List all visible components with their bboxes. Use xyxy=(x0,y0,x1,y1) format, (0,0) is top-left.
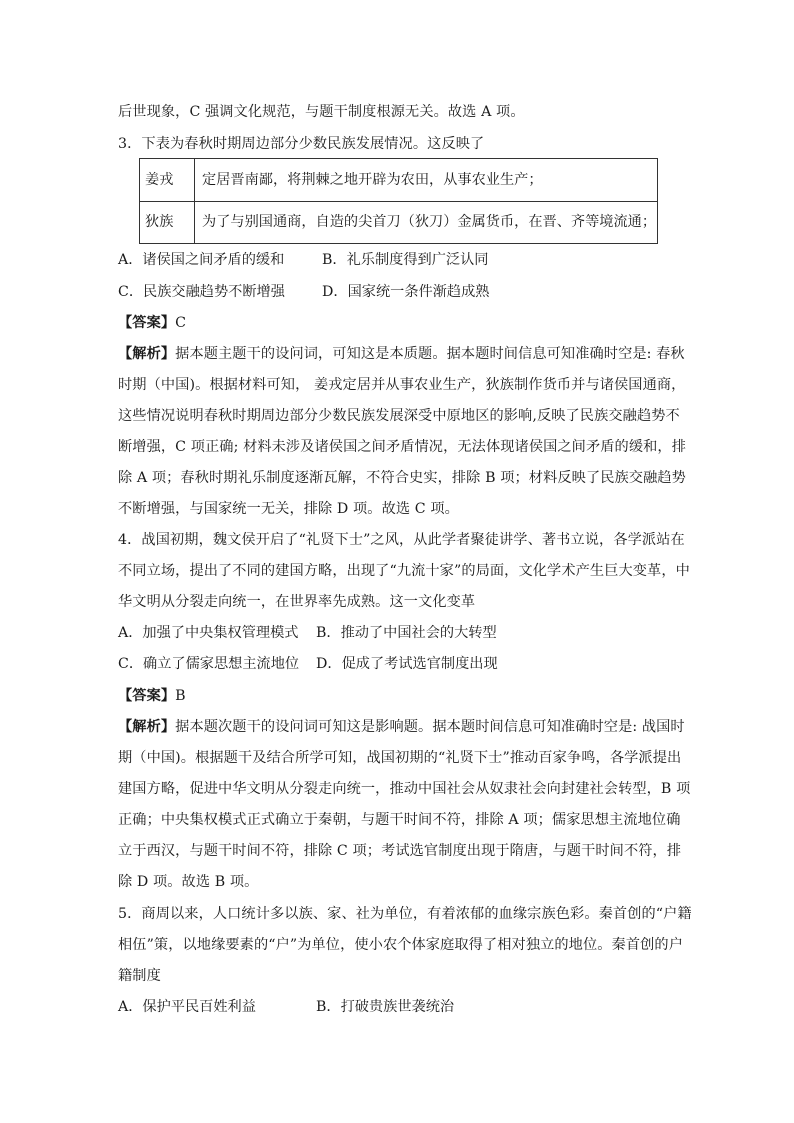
explanation-line: 建国方略，促进中华文明从分裂走向统一，推动中国社会从奴隶社会向封建社会转型，B 项 xyxy=(118,781,691,797)
ethnic-groups-table xyxy=(139,158,658,244)
answer-label: 【答案】 xyxy=(118,315,176,331)
option-c: C．民族交融趋势不断增强 xyxy=(118,284,285,300)
table-cell-name: 狄族 xyxy=(145,214,174,230)
explanation-line: 这些情况说明春秋时期周边部分少数民族发展深受中原地区的影响,反映了民族交融趋势不 xyxy=(118,408,680,424)
option-c: C．确立了儒家思想主流地位 xyxy=(118,656,300,672)
explanation-line xyxy=(118,717,685,737)
explanation-line: 断增强，C 项正确; 材料未涉及诸侯国之间矛盾情况，无法体现诸侯国之间矛盾的缓和，排 xyxy=(118,439,686,455)
option-b: B．推动了中国社会的大转型 xyxy=(316,625,497,641)
option-b: B．打破贵族世袭统治 xyxy=(316,999,455,1015)
answer-line xyxy=(118,313,678,333)
option-a: A．诸侯国之间矛盾的缓和 xyxy=(118,252,285,268)
option-b: B．礼乐制度得到广泛认同 xyxy=(322,252,489,268)
question-3-stem: 3．下表为春秋时期周边部分少数民族发展情况。这反映了 xyxy=(118,136,485,152)
paragraph-line: 后世现象，C 强调文化规范，与题干制度根源无关。故选 A 项。 xyxy=(118,104,525,120)
question-5-stem: 相伍”策，以地缘要素的“户”为单位，使小农个体家庭取得了相对独立的地位。秦首创的户 xyxy=(118,937,683,953)
option-a: A．保护平民百姓利益 xyxy=(118,999,256,1015)
answer-label: 【答案】 xyxy=(118,688,176,704)
question-5-stem: 5．商周以来，人口统计多以族、家、社为单位，有着浓郁的血缘宗族色彩。秦首创的“户籍 xyxy=(118,906,692,922)
explanation-line: 除 D 项。故选 B 项。 xyxy=(118,874,259,890)
explanation-line: 期（中国)。根据题干及结合所学可知，战国初期的“礼贤下士”推动百家争鸣，各学派提出 xyxy=(118,750,682,766)
table-row-divider xyxy=(140,201,657,202)
question-4-stem: 不同立场，提出了不同的建国方略，出现了“九流十家”的局面，文化学术产生巨大变革，中 xyxy=(118,563,690,579)
explanation-label: 【解析】 xyxy=(118,719,176,735)
explanation-label: 【解析】 xyxy=(118,346,176,362)
explanation-line xyxy=(118,344,685,364)
option-d: D．促成了考试选官制度出现 xyxy=(316,656,498,672)
table-cell-name: 姜戎 xyxy=(145,172,174,188)
explanation-line: 除 A 项；春秋时期礼乐制度逐渐瓦解，不符合史实，排除 B 项；材料反映了民族交融趋势 xyxy=(118,470,686,486)
answer-value: C xyxy=(175,315,187,331)
explanation-line: 时期（中国)。根据材料可知， 姜戎定居并从事农业生产，狄族制作货币并与诸侯国通商， xyxy=(118,377,686,393)
question-5-stem: 籍制度 xyxy=(118,968,161,984)
answer-line xyxy=(118,686,678,706)
question-4-stem: 华文明从分裂走向统一，在世界率先成熟。这一文化变革 xyxy=(118,594,476,610)
explanation-text: 据本题次题干的设问词可知这是影响题。据本题时间信息可知准确时空是: 战国时 xyxy=(175,719,685,735)
explanation-line: 立于西汉，与题干时间不符，排除 C 项；考试选官制度出现于隋唐，与题干时间不符，排 xyxy=(118,843,682,859)
explanation-line: 不断增强，与国家统一无关，排除 D 项。故选 C 项。 xyxy=(118,501,459,517)
question-4-stem: 4．战国初期，魏文侯开启了“礼贤下士”之风，从此学者聚徒讲学、著书立说，各学派站在 xyxy=(118,532,685,548)
explanation-text: 据本题主题干的设问词，可知这是本质题。据本题时间信息可知准确时空是: 春秋 xyxy=(175,346,685,362)
option-a: A．加强了中央集权管理模式 xyxy=(118,625,299,641)
option-d: D．国家统一条件渐趋成熟 xyxy=(322,284,490,300)
table-cell-desc: 为了与别国通商，自造的尖首刀（狄刀）金属货币，在晋、齐等境流通； xyxy=(202,214,657,230)
table-cell-desc: 定居晋南鄙，将荆棘之地开辟为农田，从事农业生产； xyxy=(202,172,543,188)
explanation-line: 正确；中央集权模式正式确立于秦朝，与题干时间不符，排除 A 项；儒家思想主流地位确 xyxy=(118,812,681,828)
answer-value: B xyxy=(175,688,186,704)
